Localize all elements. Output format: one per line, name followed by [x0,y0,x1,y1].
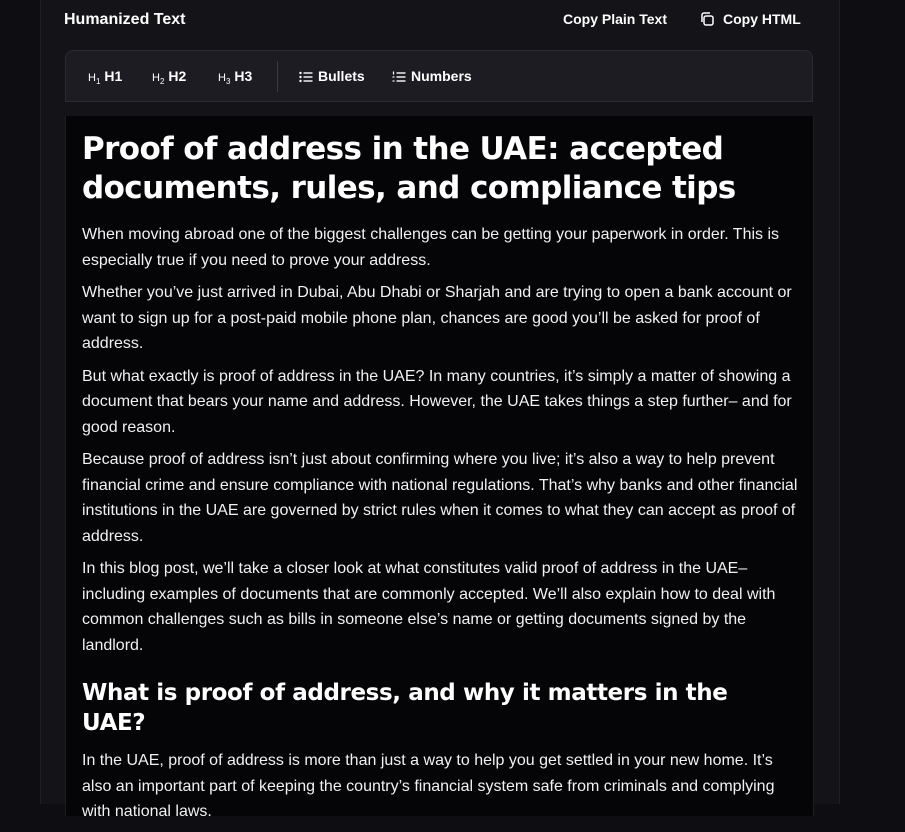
numbers-button[interactable] [392,68,472,84]
section-heading: What is proof of address, and why it matters in the UAE? [82,680,728,736]
heading1-button[interactable] [88,68,122,86]
numbers-label: Numbers [411,68,472,84]
text-editor[interactable] [65,116,814,820]
copy-plain-text-button[interactable] [563,11,667,27]
bullets-button[interactable] [299,68,365,84]
paragraph: In the UAE, proof of address is more than just a way to help you get settled in your new home. It’s also an important part of keeping the country’s financial system safe from criminals and complying with national laws. [82,752,775,820]
heading2-icon: $H_2$ [152,72,165,87]
heading2-button[interactable] [152,68,186,86]
list-bullets-icon [299,70,313,82]
heading2-label: H2 [168,68,187,84]
heading3-label: H3 [234,68,253,84]
heading1-icon: $H_1$ [88,72,101,87]
copy-plain-text-label: Copy Plain Text [563,11,667,27]
document-content [82,130,798,832]
list-numbers-icon [392,70,406,82]
document-heading: Proof of address in the UAE: accepted documents, rules, and compliance tips [82,131,736,206]
copy-icon [699,11,715,27]
copy-html-label: Copy HTML [723,11,801,27]
heading3-icon: $H_3$ [218,72,231,87]
heading1-label: H1 [104,68,123,84]
bullets-label: Bullets [318,68,365,84]
paragraph: But what exactly is proof of address in the UAE? In many countries, it’s simply a matter of showing a document that bears your name and address. However, the UAE takes things a step further– and for good reason. [82,367,792,436]
paragraph: Whether you’ve just arrived in Dubai, Abu Dhabi or Sharjah and are trying to open a bank account or want to sign up for a post-paid mobile phone plan, chances are good you’ll be asked for proof of address. [82,284,792,352]
formatting-toolbar [65,50,813,102]
paragraph: When moving abroad one of the biggest challenges can be getting your paperwork in order. This is especially true if you need to prove your address. [82,226,780,269]
page-title: Humanized Text [64,11,186,28]
output-header [64,0,814,42]
toolbar-divider [277,61,278,92]
copy-html-button[interactable] [699,11,801,27]
heading3-button[interactable] [218,68,252,86]
paragraph: In this blog post, we’ll take a closer look at what constitutes valid proof of address in the UAE– including examples of documents that are commonly accepted. We’ll also explain how to deal with common challenges such as bills in someone else’s name or getting documents signed by the landlord. [82,560,776,654]
paragraph: Because proof of address isn’t just about confirming where you live; it’s also a way to help prevent financial crime and ensure compliance with national regulations. That’s why banks and other financial institutions in the UAE are governed by strict rules when it comes to what they can accept as proof of address. [82,451,798,545]
